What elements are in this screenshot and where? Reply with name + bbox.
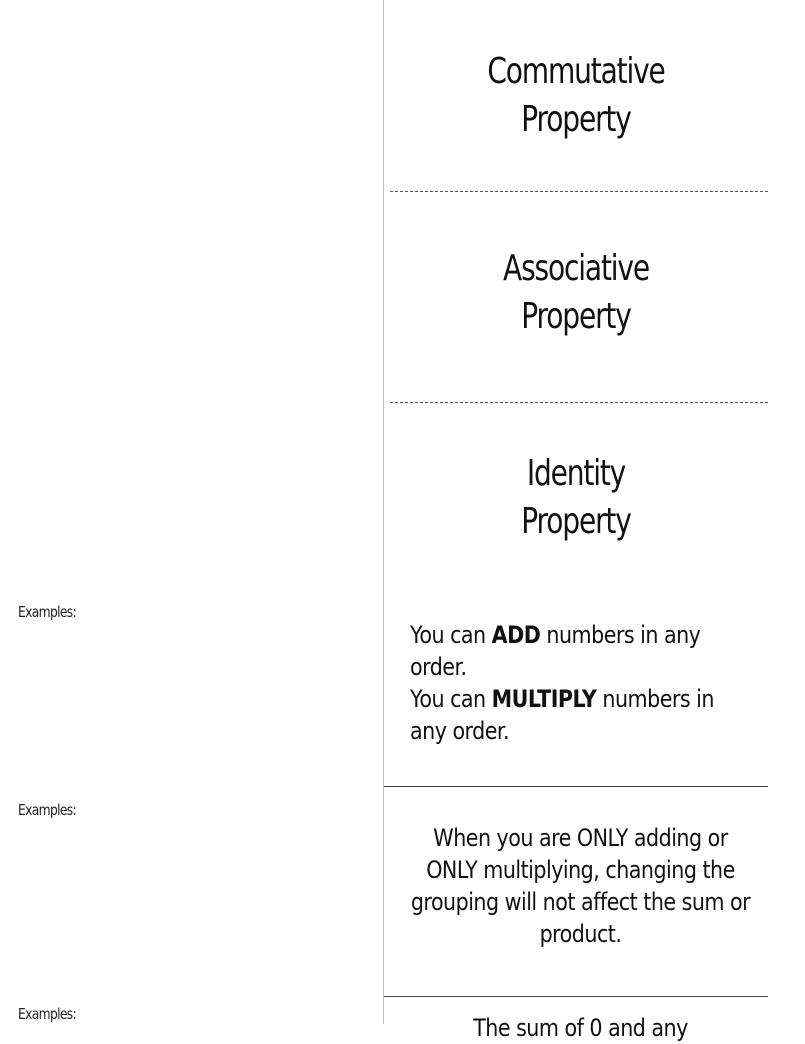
title-line-1: Associative [503, 248, 649, 289]
definition-identity [410, 1012, 750, 1044]
definition-emphasis: MULTIPLY [491, 685, 597, 713]
section-divider [384, 996, 768, 997]
section-divider [384, 786, 768, 787]
definition-text: You can [410, 685, 492, 713]
definition-text: numbers in any order. [410, 621, 701, 681]
title-line-2: Property [521, 501, 631, 542]
dashed-cut-line [390, 191, 768, 192]
title-line-2: Property [521, 99, 631, 140]
title-identity-property [426, 450, 726, 546]
title-line-1: Identity [526, 453, 626, 494]
examples-label: Examples: [18, 603, 77, 621]
definition-text: The sum of 0 and any [473, 1014, 688, 1042]
title-line-2: Property [521, 296, 631, 337]
definition-text: numbers in any order. [410, 685, 714, 745]
examples-label: Examples: [18, 801, 77, 819]
definition-commutative [410, 619, 750, 747]
definition-associative [410, 822, 750, 950]
fold-line [383, 0, 384, 1024]
definition-text: When you are ONLY adding or ONLY multiplying, changing the grouping will not affect the sum or product. [410, 824, 751, 948]
examples-label: Examples: [18, 1005, 77, 1023]
title-commutative-property [426, 48, 726, 144]
definition-text: You can [410, 621, 492, 649]
dashed-cut-line [390, 402, 768, 403]
definition-emphasis: ADD [491, 621, 541, 649]
title-associative-property [426, 245, 726, 341]
title-line-1: Commutative [487, 51, 665, 92]
